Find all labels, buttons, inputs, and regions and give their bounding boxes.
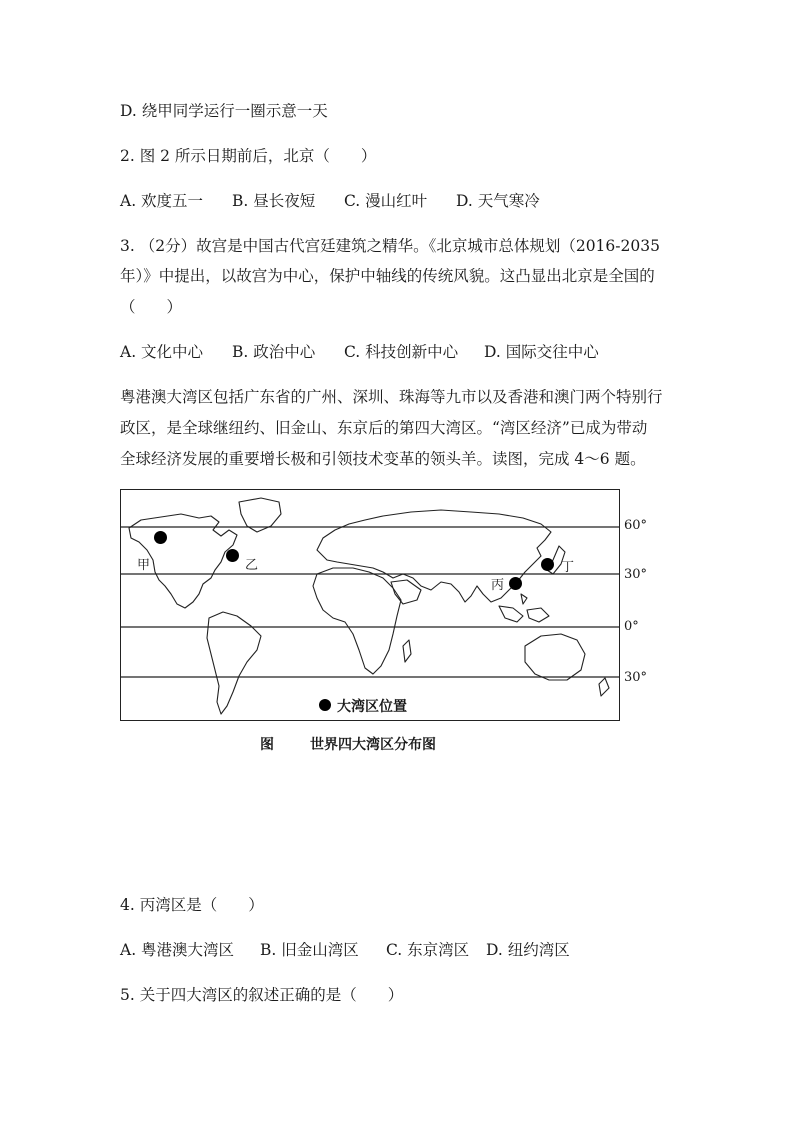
- africa-outline: [313, 568, 401, 674]
- lat-label-30s: 30°: [624, 670, 648, 685]
- q2-option-b: B. 昼长夜短: [232, 192, 316, 210]
- legend-label: 大湾区位置: [337, 699, 407, 715]
- q3-stem-line-2: 年）》中提出，以故宫为中心，保护中轴线的传统风貌。这凸显出北京是全国的: [120, 267, 655, 285]
- map-caption: [260, 734, 436, 754]
- q3-option-c: C. 科技创新中心: [344, 343, 459, 361]
- q4-stem: 4. 丙湾区是（ ）: [120, 896, 264, 914]
- q3-stem-line-3: （ ）: [120, 298, 183, 316]
- city-label-yi: 乙: [245, 558, 259, 573]
- madagascar-outline: [403, 640, 411, 662]
- q5-stem: 5. 关于四大湾区的叙述正确的是（ ）: [120, 986, 404, 1004]
- q2-stem: 2. 图 2 所示日期前后，北京（ ）: [120, 147, 377, 165]
- legend-dot: [319, 699, 331, 711]
- q2-option-c: C. 漫山红叶: [344, 192, 428, 210]
- australia-outline: [525, 634, 585, 680]
- q4-options: [120, 940, 570, 960]
- q4-option-b: B. 旧金山湾区: [260, 941, 359, 959]
- q1-option-d: D. 绕甲同学运行一圈示意一天: [120, 102, 328, 120]
- intro-paragraph-line-1: 粤港澳大湾区包括广东省的广州、深圳、珠海等九市以及香港和澳门两个特别行: [120, 388, 663, 406]
- lat-label-60: 60°: [624, 518, 648, 533]
- caption-title: 世界四大湾区分布图: [310, 737, 436, 753]
- caption-prefix: 图: [260, 737, 274, 753]
- bay-dot-ding: [541, 558, 554, 571]
- city-label-jia: 甲: [137, 558, 151, 573]
- world-bay-areas-map: [120, 489, 620, 721]
- q2-option-a: A. 欢度五一: [120, 192, 204, 210]
- lat-label-0: 0°: [624, 619, 639, 634]
- continent-outlines: [129, 498, 609, 714]
- bay-dot-bing: [509, 577, 522, 590]
- q3-stem-line-1: 3. （2分）故宫是中国古代宫廷建筑之精华。《北京城市总体规划（2016-2035: [120, 237, 660, 255]
- q3-option-a: A. 文化中心: [120, 343, 204, 361]
- q4-option-a: A. 粤港澳大湾区: [120, 941, 235, 959]
- southeast-asia-islands: [499, 594, 549, 622]
- map-drawing: [121, 490, 620, 721]
- intro-paragraph-line-2: 政区，是全球继纽约、旧金山、东京后的第四大湾区。“湾区经济”已成为带动: [120, 419, 648, 437]
- new-zealand-outline: [599, 678, 609, 696]
- q4-option-c: C. 东京湾区: [386, 941, 470, 959]
- q3-option-d: D. 国际交往中心: [484, 343, 599, 361]
- intro-paragraph-line-3: 全球经济发展的重要增长极和引领技术变革的领头羊。读图，完成 4～6 题。: [120, 450, 646, 468]
- city-label-bing: 丙: [491, 578, 505, 593]
- q2-options: [120, 191, 540, 211]
- q4-option-d: D. 纽约湾区: [486, 941, 570, 959]
- lat-label-30n: 30°: [624, 567, 648, 582]
- q2-option-d: D. 天气寒冷: [456, 192, 540, 210]
- bay-dot-yi: [226, 549, 239, 562]
- q3-options: [120, 342, 599, 362]
- bay-dot-jia: [154, 531, 167, 544]
- city-label-ding: 丁: [561, 560, 575, 575]
- q3-option-b: B. 政治中心: [232, 343, 316, 361]
- latitude-lines: [121, 527, 620, 677]
